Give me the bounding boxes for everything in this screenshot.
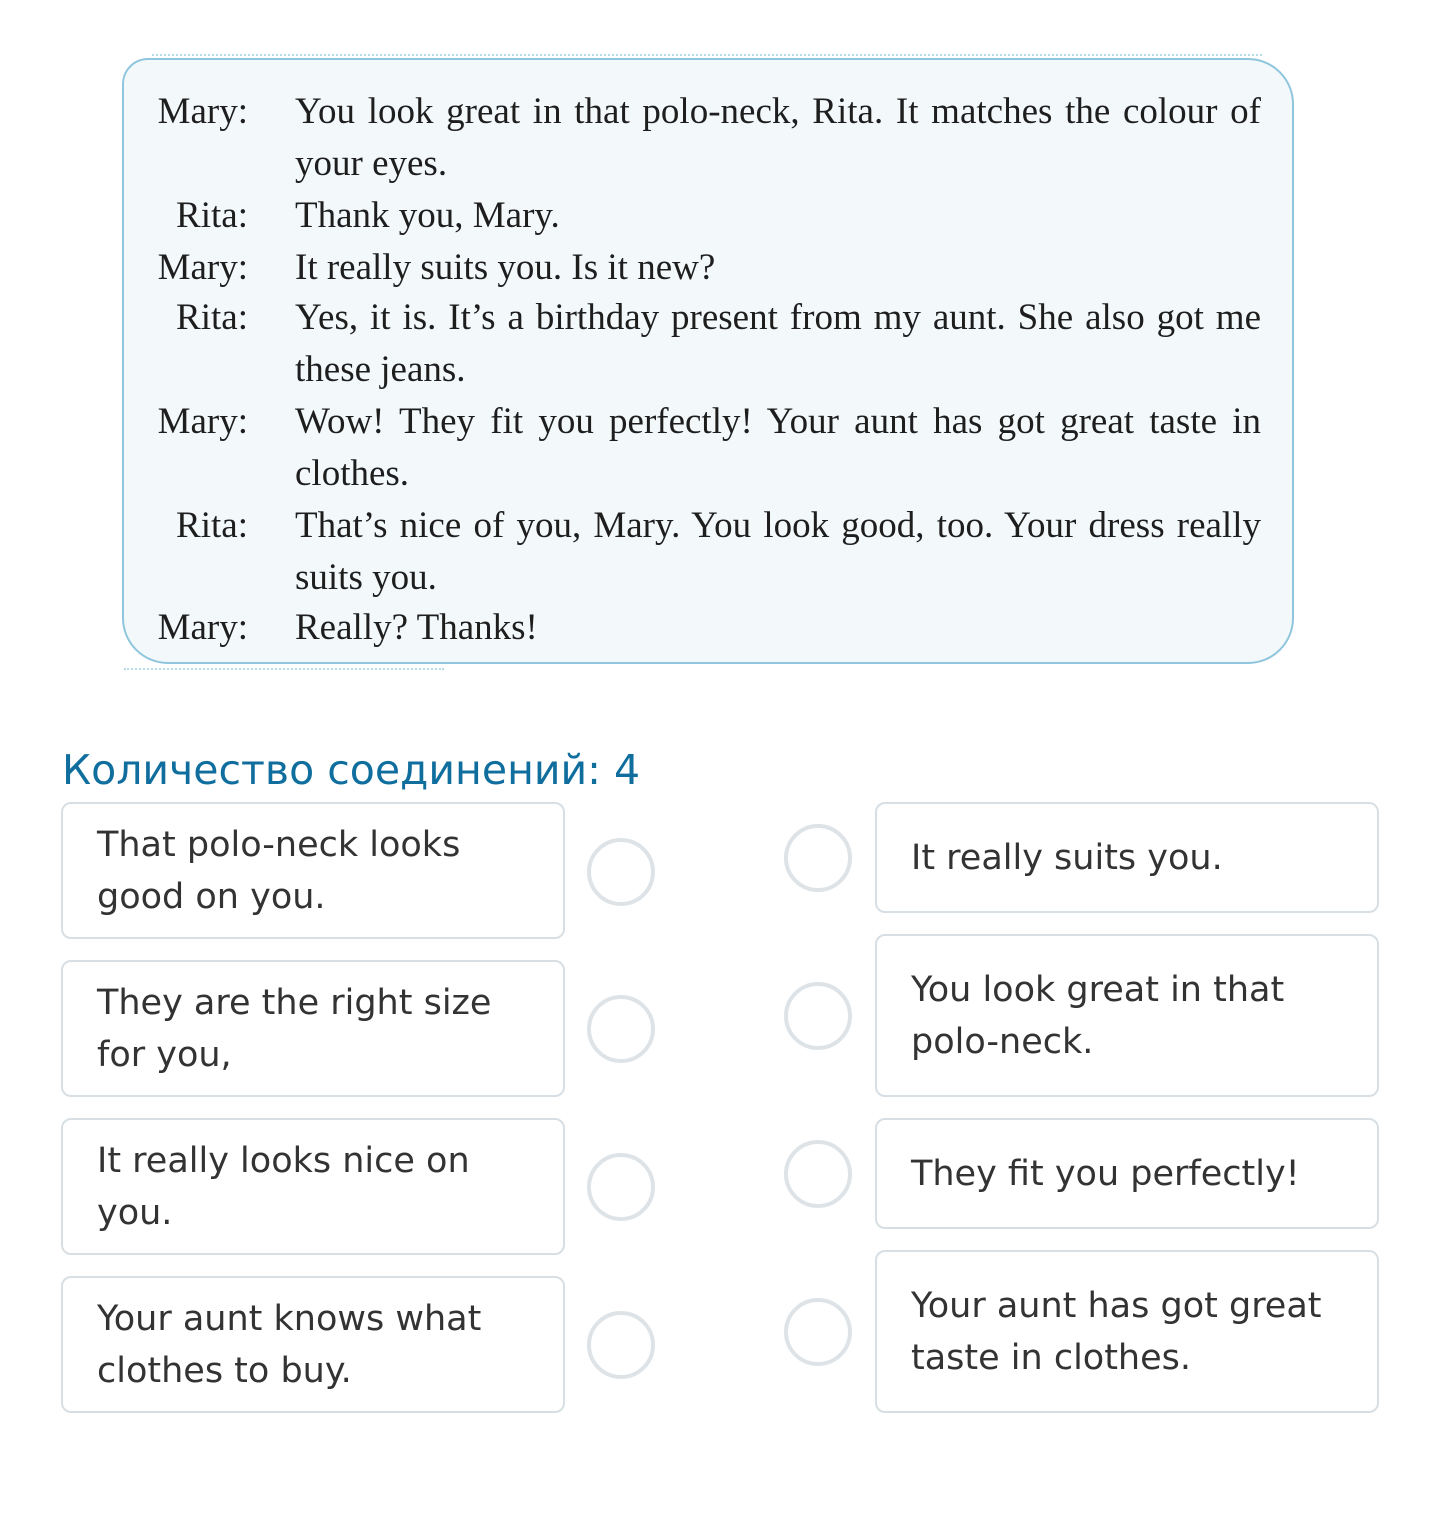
match-item-left[interactable] xyxy=(61,1276,565,1413)
match-item-label: Your aunt has got great taste in clothes. xyxy=(911,1285,1322,1378)
connector-handle-right[interactable] xyxy=(784,824,852,892)
speaker-name: Mary: xyxy=(157,247,248,288)
connector-handle-left[interactable] xyxy=(587,838,655,906)
match-item-label: That polo-neck looks good on you. xyxy=(97,824,461,917)
dialogue-card xyxy=(122,58,1294,664)
match-item-label: Your aunt knows what clothes to buy. xyxy=(97,1298,482,1391)
match-item-label: You look great in that polo-neck. xyxy=(911,969,1285,1062)
match-item-right[interactable] xyxy=(875,934,1379,1097)
connector-handle-left[interactable] xyxy=(587,1311,655,1379)
speech-text: It really suits you. Is it new? xyxy=(295,247,716,288)
match-item-label: They are the right size for you, xyxy=(97,982,492,1075)
speech-text: Wow! They fit you perfectly! Your aunt has got great taste in clothes. xyxy=(295,401,1261,494)
speech-text: That’s nice of you, Mary. You look good, too. Your dress really suits you. xyxy=(295,505,1261,598)
connector-handle-left[interactable] xyxy=(587,995,655,1063)
match-item-label: They fit you perfectly! xyxy=(911,1153,1300,1194)
speech-text: Yes, it is. It’s a birthday present from my aunt. She also got me these jeans. xyxy=(295,297,1261,390)
speaker-name: Rita: xyxy=(176,195,248,236)
speech-text: You look great in that polo-neck, Rita. It matches the colour of your eyes. xyxy=(295,91,1261,184)
speaker-name: Rita: xyxy=(176,297,248,338)
connector-handle-left[interactable] xyxy=(587,1153,655,1221)
match-item-label: It really looks nice on you. xyxy=(97,1140,470,1233)
match-item-left[interactable] xyxy=(61,802,565,939)
speech-text: Thank you, Mary. xyxy=(295,195,560,236)
connector-handle-right[interactable] xyxy=(784,1140,852,1208)
match-item-label: It really suits you. xyxy=(911,837,1223,878)
connector-handle-right[interactable] xyxy=(784,1298,852,1366)
speaker-name: Rita: xyxy=(176,505,248,546)
match-item-left[interactable] xyxy=(61,960,565,1097)
speaker-name: Mary: xyxy=(157,91,248,132)
connector-handle-right[interactable] xyxy=(784,982,852,1050)
match-item-right[interactable] xyxy=(875,1118,1379,1229)
question-title: Количество соединений: 4 xyxy=(62,746,641,794)
match-item-right[interactable] xyxy=(875,1250,1379,1413)
match-item-right[interactable] xyxy=(875,802,1379,913)
speaker-name: Mary: xyxy=(157,607,248,648)
speaker-name: Mary: xyxy=(157,401,248,442)
speech-text: Really? Thanks! xyxy=(295,607,538,648)
match-item-left[interactable] xyxy=(61,1118,565,1255)
